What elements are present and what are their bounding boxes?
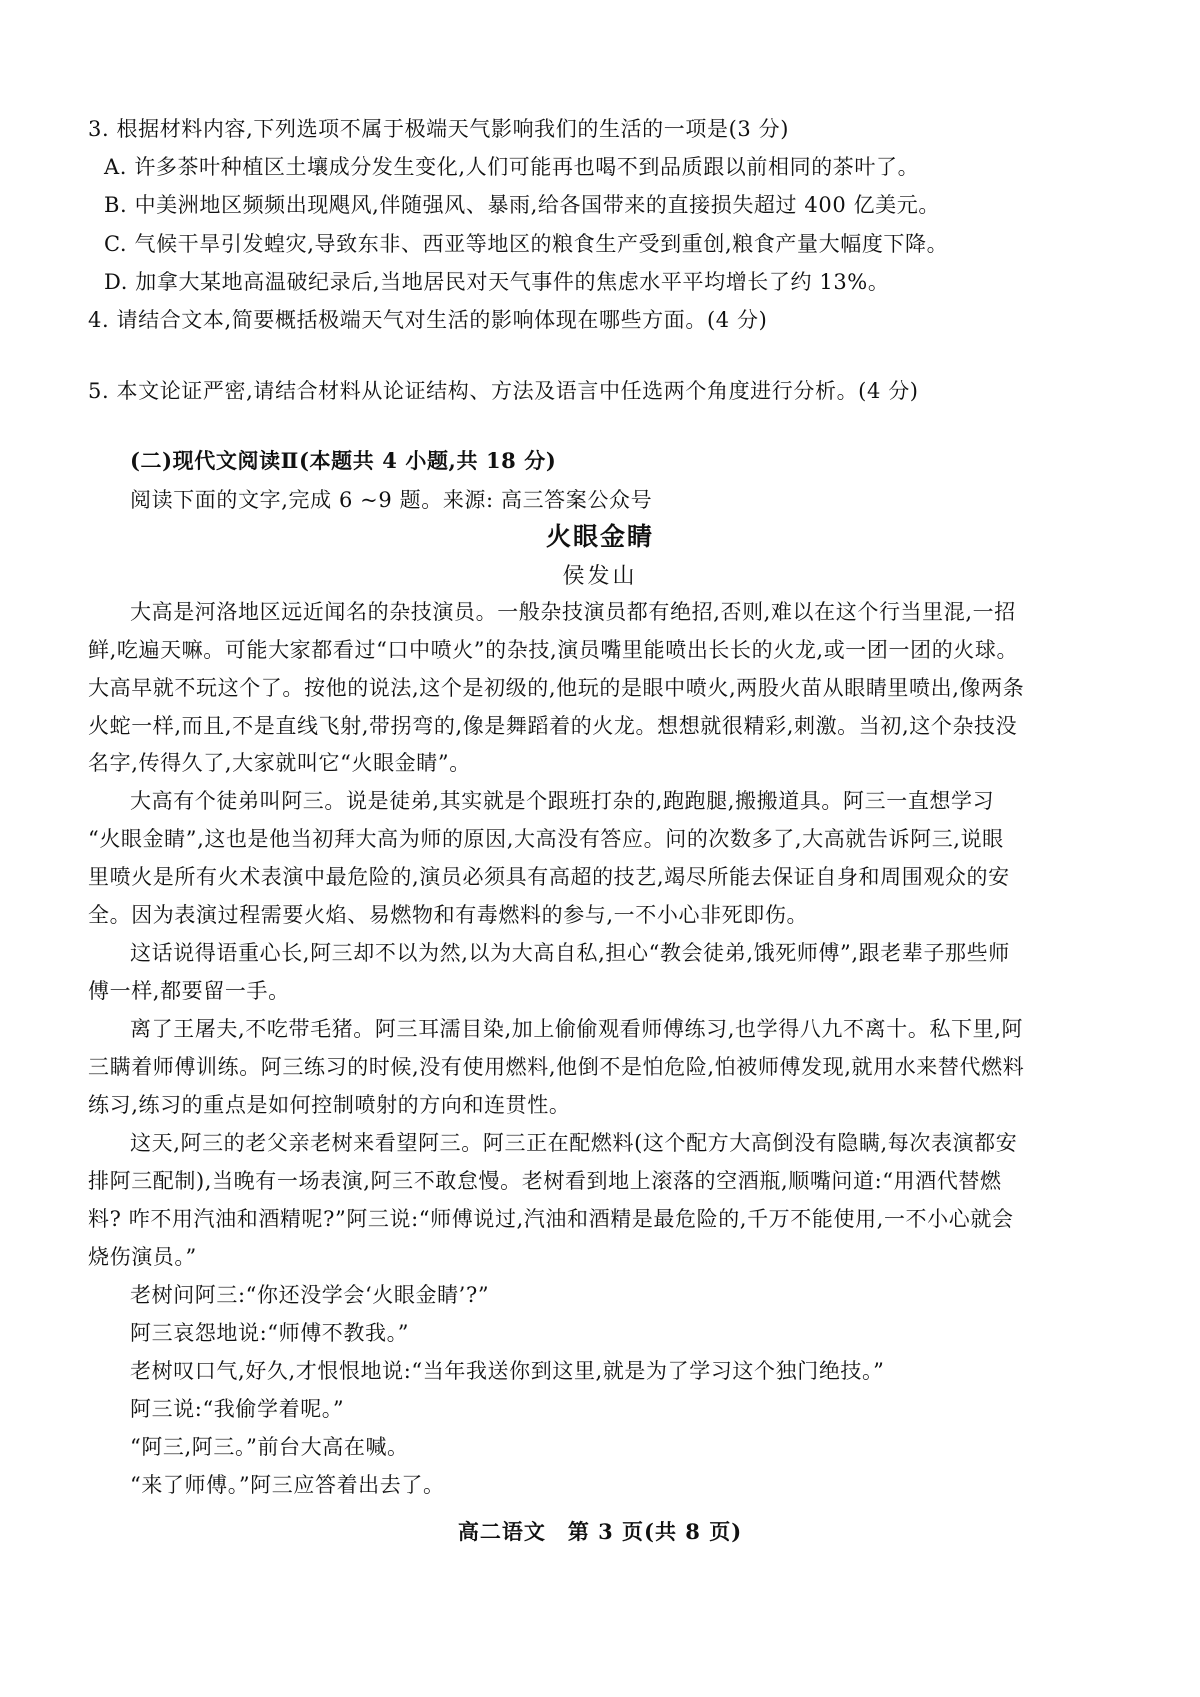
- passage-line: 名字,传得久了,大家就叫它“火眼金睛”。: [88, 751, 471, 775]
- passage-line: 鲜,吃遍天嘛。可能大家都看过“口中喷火”的杂技,演员嘴里能喷出长长的火龙,或一团一团的火球。: [88, 638, 1019, 662]
- passage-line: 老树叹口气,好久,才恨恨地说:“当年我送你到这里,就是为了学习这个独门绝技。”: [130, 1359, 885, 1383]
- passage-line: 这天,阿三的老父亲老树来看望阿三。阿三正在配燃料(这个配方大高倒没有隐瞒,每次表演都安: [130, 1131, 1018, 1155]
- question-3-option-b: B. 中美洲地区频频出现飓风,伴随强风、暴雨,给各国带来的直接损失超过 400 亿美元。: [104, 193, 940, 217]
- passage-line: 大高是河洛地区远近闻名的杂技演员。一般杂技演员都有绝招,否则,难以在这个行当里混,一招: [130, 600, 1016, 624]
- section-heading: (二)现代文阅读Ⅱ(本题共 4 小题,共 18 分): [130, 448, 557, 473]
- passage-line: “来了师傅。”阿三应答着出去了。: [130, 1473, 445, 1497]
- passage-line: 里喷火是所有火术表演中最危险的,演员必须具有高超的技艺,竭尽所能去保证自身和周围观众的安: [88, 865, 1010, 889]
- passage-line: 阿三说:“我偷学着呢。”: [130, 1397, 345, 1421]
- passage-line: 练习,练习的重点是如何控制喷射的方向和连贯性。: [88, 1093, 571, 1117]
- passage-line: 烧伤演员。”: [88, 1245, 197, 1269]
- section-instruction: 阅读下面的文字,完成 6 ~9 题。来源: 高三答案公众号: [130, 488, 653, 512]
- passage-line: 三瞒着师傅训练。阿三练习的时候,没有使用燃料,他倒不是怕危险,怕被师傅发现,就用水来替代燃料: [88, 1055, 1025, 1079]
- passage-line: 排阿三配制),当晚有一场表演,阿三不敢怠慢。老树看到地上滚落的空酒瓶,顺嘴问道:“用酒代替燃: [88, 1169, 1002, 1193]
- passage-line: “火眼金睛”,这也是他当初拜大高为师的原因,大高没有答应。问的次数多了,大高就告诉阿三,说眼: [88, 827, 1004, 851]
- passage-line: 全。因为表演过程需要火焰、易燃物和有毒燃料的参与,一不小心非死即伤。: [88, 903, 809, 927]
- question-3-option-d: D. 加拿大某地高温破纪录后,当地居民对天气事件的焦虑水平平均增长了约 13%。: [104, 270, 890, 294]
- passage-line: 料? 咋不用汽油和酒精呢?”阿三说:“师傅说过,汽油和酒精是最危险的,千万不能使用,一不小心就会: [88, 1207, 1014, 1231]
- passage-line: 火蛇一样,而且,不是直线飞射,带拐弯的,像是舞蹈着的火龙。想想就很精彩,刺激。当初,这个杂技没: [88, 714, 1018, 738]
- passage-author: 侯发山: [562, 564, 638, 589]
- question-5: 5. 本文论证严密,请结合材料从论证结构、方法及语言中任选两个角度进行分析。(4 分): [88, 379, 919, 403]
- passage-line: 大高有个徒弟叫阿三。说是徒弟,其实就是个跟班打杂的,跑跑腿,搬搬道具。阿三一直想学习: [130, 789, 995, 813]
- question-3-option-c: C. 气候干旱引发蝗灾,导致东非、西亚等地区的粮食生产受到重创,粮食产量大幅度下降。: [104, 232, 949, 256]
- passage-line: 傅一样,都要留一手。: [88, 979, 290, 1003]
- passage-line: “阿三,阿三。”前台大高在喊。: [130, 1435, 409, 1459]
- passage-line: 老树问阿三:“你还没学会‘火眼金睛’?”: [130, 1283, 490, 1307]
- passage-line: 这话说得语重心长,阿三却不以为然,以为大高自私,担心“教会徒弟,饿死师傅”,跟老辈子那些师: [130, 941, 1010, 965]
- passage-line: 阿三哀怨地说:“师傅不教我。”: [130, 1321, 410, 1345]
- passage-line: 大高早就不玩这个了。按他的说法,这个是初级的,他玩的是眼中喷火,两股火苗从眼睛里喷出,像两条: [88, 676, 1025, 700]
- question-4: 4. 请结合文本,简要概括极端天气对生活的影响体现在哪些方面。(4 分): [88, 308, 768, 332]
- passage-line: 离了王屠夫,不吃带毛猪。阿三耳濡目染,加上偷偷观看师傅练习,也学得八九不离十。私下里,阿: [130, 1017, 1024, 1041]
- question-3-stem: 3. 根据材料内容,下列选项不属于极端天气影响我们的生活的一项是(3 分): [88, 117, 790, 141]
- page-footer: 高二语文 第 3 页(共 8 页): [457, 1519, 743, 1544]
- passage-title: 火眼金睛: [545, 522, 654, 551]
- question-3-option-a: A. 许多茶叶种植区土壤成分发生变化,人们可能再也喝不到品质跟以前相同的茶叶了。: [104, 155, 920, 179]
